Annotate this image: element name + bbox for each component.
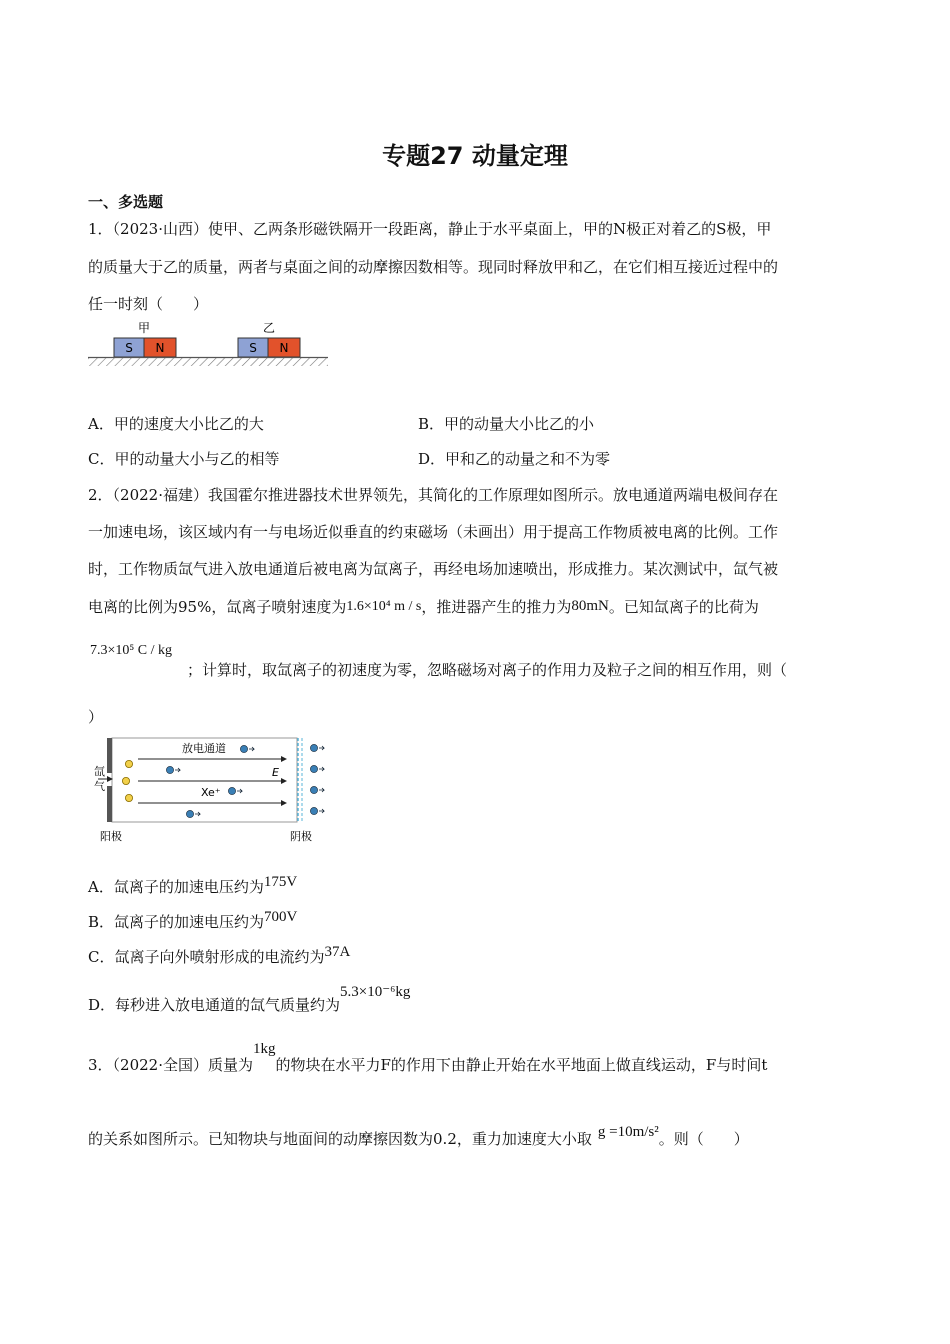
ion-speed-math: 1.6×10⁴ m / s	[346, 599, 422, 614]
q1-option-c[interactable]: C．甲的动量大小与乙的相等	[88, 450, 280, 468]
exhaust-ion	[310, 744, 324, 751]
q2-thruster-figure	[86, 734, 332, 846]
q2-option-d-text: D．每秒进入放电通道的氙气质量约为	[88, 996, 341, 1014]
q1-option-a[interactable]: A．甲的速度大小比乙的大	[88, 415, 264, 433]
q2-option-a-math: 175V	[263, 874, 298, 890]
cathode-label: 阴极	[290, 830, 312, 843]
q2-line-6: ）	[88, 708, 104, 726]
field-label: E	[272, 766, 279, 779]
q3-line-2-text-a: 的关系如图所示。已知物块与地面间的动摩擦因数为0.2，重力加速度大小取	[88, 1130, 592, 1148]
q2-line-4-text-a: 电离的比例为95%，氙离子喷射速度为	[88, 598, 347, 616]
q1-line-3: 任一时刻（ ）	[88, 295, 209, 313]
q1-line-2: 的质量大于乙的质量，两者与桌面之间的动摩擦因数相等。现同时释放甲和乙，在它们相互接近过程中的	[88, 258, 779, 276]
magnet-b-s-text: S	[249, 341, 257, 355]
exhaust-ion	[310, 807, 324, 814]
table-hatching	[88, 358, 328, 366]
section-heading: 一、多选题	[88, 193, 164, 211]
thrust-math: 80mN	[571, 598, 609, 614]
magnet-a-s-text: S	[125, 341, 133, 355]
q2-option-c-math: 37A	[324, 944, 351, 960]
magnet-b-label: 乙	[262, 321, 276, 335]
page-title: 专题27 动量定理	[382, 142, 568, 170]
magnet-b-n-text: N	[279, 341, 289, 355]
gas-label-2: 气	[94, 780, 105, 793]
neutral-atom	[125, 794, 132, 801]
ion-particle	[166, 766, 180, 773]
ion-particle	[228, 787, 242, 794]
q3-line-2	[88, 1124, 749, 1149]
exhaust-ion	[310, 786, 324, 793]
q1-magnet-figure	[86, 318, 336, 372]
q2-option-a-text: A．氙离子的加速电压约为	[88, 878, 264, 896]
ion-particle	[240, 745, 254, 752]
q3-line-1	[88, 1041, 768, 1075]
q2-line-1: 2．（2022·福建）我国霍尔推进器技术世界领先，其简化的工作原理如图所示。放电通道两端电极间存在	[88, 486, 778, 504]
gas-label-1: 氙	[94, 765, 105, 778]
magnet-a-label: 甲	[137, 321, 151, 335]
q2-line-4-text-b: ，推进器产生的推力为	[421, 598, 572, 616]
q2-option-a[interactable]	[88, 876, 297, 897]
q2-option-b-text: B．氙离子的加速电压约为	[88, 913, 265, 931]
neutral-atom	[122, 777, 129, 784]
magnet-a-n-text: N	[155, 341, 165, 355]
q2-option-b-math: 700V	[264, 909, 298, 925]
q3-line-1-text-a: 3．（2022·全国）质量为	[88, 1056, 253, 1074]
q2-option-c[interactable]	[88, 946, 350, 967]
q2-line-5: ；计算时，取氙离子的初速度为零，忽略磁场对离子的作用力及粒子之间的相互作用，则（	[187, 661, 788, 679]
q2-line-4-text-c: 。已知氙离子的比荷为	[608, 598, 759, 616]
q3-line-2-text-b: 。则（ ）	[658, 1130, 749, 1148]
mass-math: 1kg	[253, 1041, 276, 1057]
neutral-atom	[125, 760, 132, 767]
q2-line-3: 时，工作物质氙气进入放电通道后被电离为氙离子，再经电场加速喷出，形成推力。某次测试中，氙气被	[88, 560, 779, 578]
anode-label: 阳极	[100, 830, 122, 843]
q1-option-d[interactable]: D．甲和乙的动量之和不为零	[418, 450, 611, 468]
q1-line-1: 1．（2023·山西）使甲、乙两条形磁铁隔开一段距离，静止于水平桌面上，甲的N极正对着乙的S极，甲	[88, 220, 772, 238]
anode-plate-top	[107, 738, 112, 773]
q1-option-b[interactable]: B．甲的动量大小比乙的小	[418, 415, 595, 433]
channel-label: 放电通道	[182, 742, 226, 755]
xe-ion-label: Xe⁺	[201, 786, 221, 799]
q3-line-1-text-b: 的物块在水平力F的作用下由静止开始在水平地面上做直线运动，F与时间t	[275, 1056, 768, 1074]
q2-option-d[interactable]	[88, 984, 411, 1015]
exhaust-ion	[310, 765, 324, 772]
q2-option-d-math: 5.3×10⁻⁶kg	[340, 984, 411, 1000]
q2-line-4	[88, 596, 759, 617]
charge-mass-ratio-math: 7.3×10⁵ C / kg	[90, 643, 173, 658]
anode-plate-bottom	[107, 786, 112, 822]
q2-option-b[interactable]	[88, 911, 297, 932]
ion-particle	[186, 810, 200, 817]
q2-option-c-text: C．氙离子向外喷射形成的电流约为	[88, 948, 325, 966]
gravity-math: g =10m/s²	[597, 1124, 659, 1140]
q2-line-2: 一加速电场，该区域内有一与电场近似垂直的约束磁场（未画出）用于提高工作物质被电离的比例。工作	[88, 523, 779, 541]
